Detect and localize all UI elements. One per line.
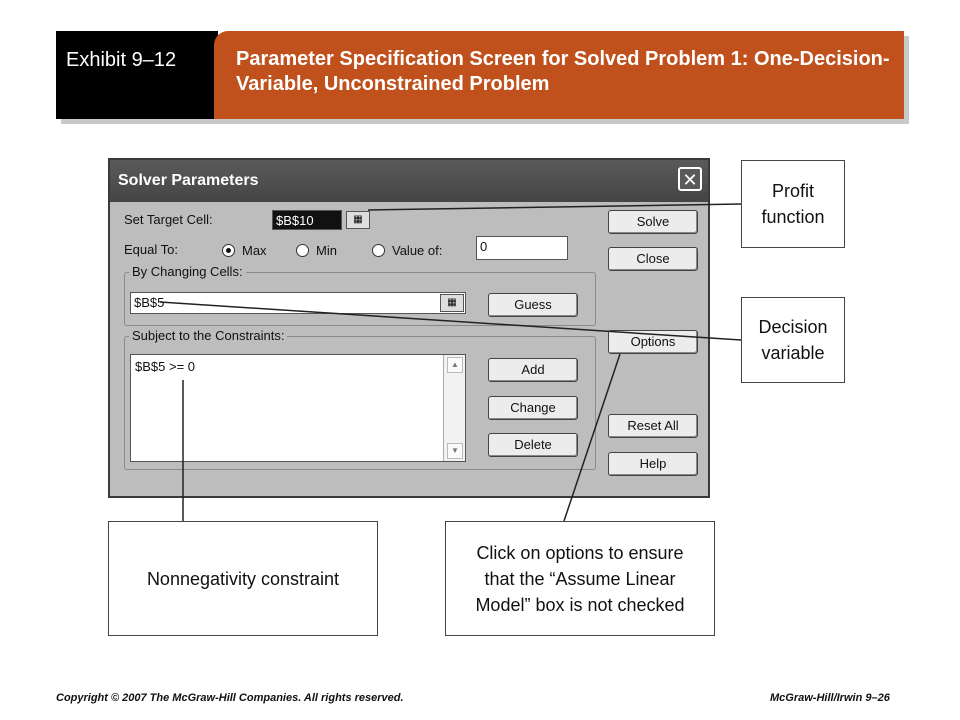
radio-max-label: Max [242,243,267,258]
constraint-item[interactable]: $B$5 >= 0 [135,359,195,374]
add-button[interactable]: Add [488,358,578,382]
line-profit [368,204,741,210]
solve-button[interactable]: Solve [608,210,698,234]
guess-button[interactable]: Guess [488,293,578,317]
slide-title: Parameter Specification Screen for Solved Problem 1: One-Decision-Variable, Unconstrained Problem [236,48,890,95]
set-target-label: Set Target Cell: [124,212,213,227]
line-options [564,354,620,521]
exhibit-label: Exhibit 9–12 [66,49,177,71]
footer-page: McGraw-Hill/Irwin 9–26 [770,692,890,704]
callout-options-note: Click on options to ensure that the “Assume Linear Model” box is not checked [445,521,715,636]
constraints-label: Subject to the Constraints: [129,328,287,343]
value-of-input[interactable]: 0 [476,236,568,260]
help-button[interactable]: Help [608,452,698,476]
change-button[interactable]: Change [488,396,578,420]
close-button[interactable]: Close [608,247,698,271]
callout-profit: Profit function [741,160,845,248]
target-cell-input[interactable]: $B$10 [272,210,342,230]
target-ref-picker-icon[interactable]: ▦ [346,211,370,229]
delete-button[interactable]: Delete [488,433,578,457]
dialog-title: Solver Parameters [118,172,259,189]
radio-min-label: Min [316,243,337,258]
changing-cells-input[interactable]: $B$5 [130,292,466,314]
reset-all-button[interactable]: Reset All [608,414,698,438]
footer-copyright: Copyright © 2007 The McGraw-Hill Companies. All rights reserved. [56,692,404,704]
callout-decision: Decision variable [741,297,845,383]
equal-to-label: Equal To: [124,242,178,257]
changing-cells-label: By Changing Cells: [129,264,246,279]
close-icon[interactable]: ✕ [678,167,702,191]
options-button[interactable]: Options [608,330,698,354]
line-decision [160,302,741,340]
radio-value-label: Value of: [392,243,443,258]
changing-ref-picker-icon[interactable]: ▦ [440,294,464,312]
callout-nonnegativity: Nonnegativity constraint [108,521,378,636]
scroll-up-icon[interactable]: ▲ [447,357,463,373]
scroll-down-icon[interactable]: ▼ [447,443,463,459]
